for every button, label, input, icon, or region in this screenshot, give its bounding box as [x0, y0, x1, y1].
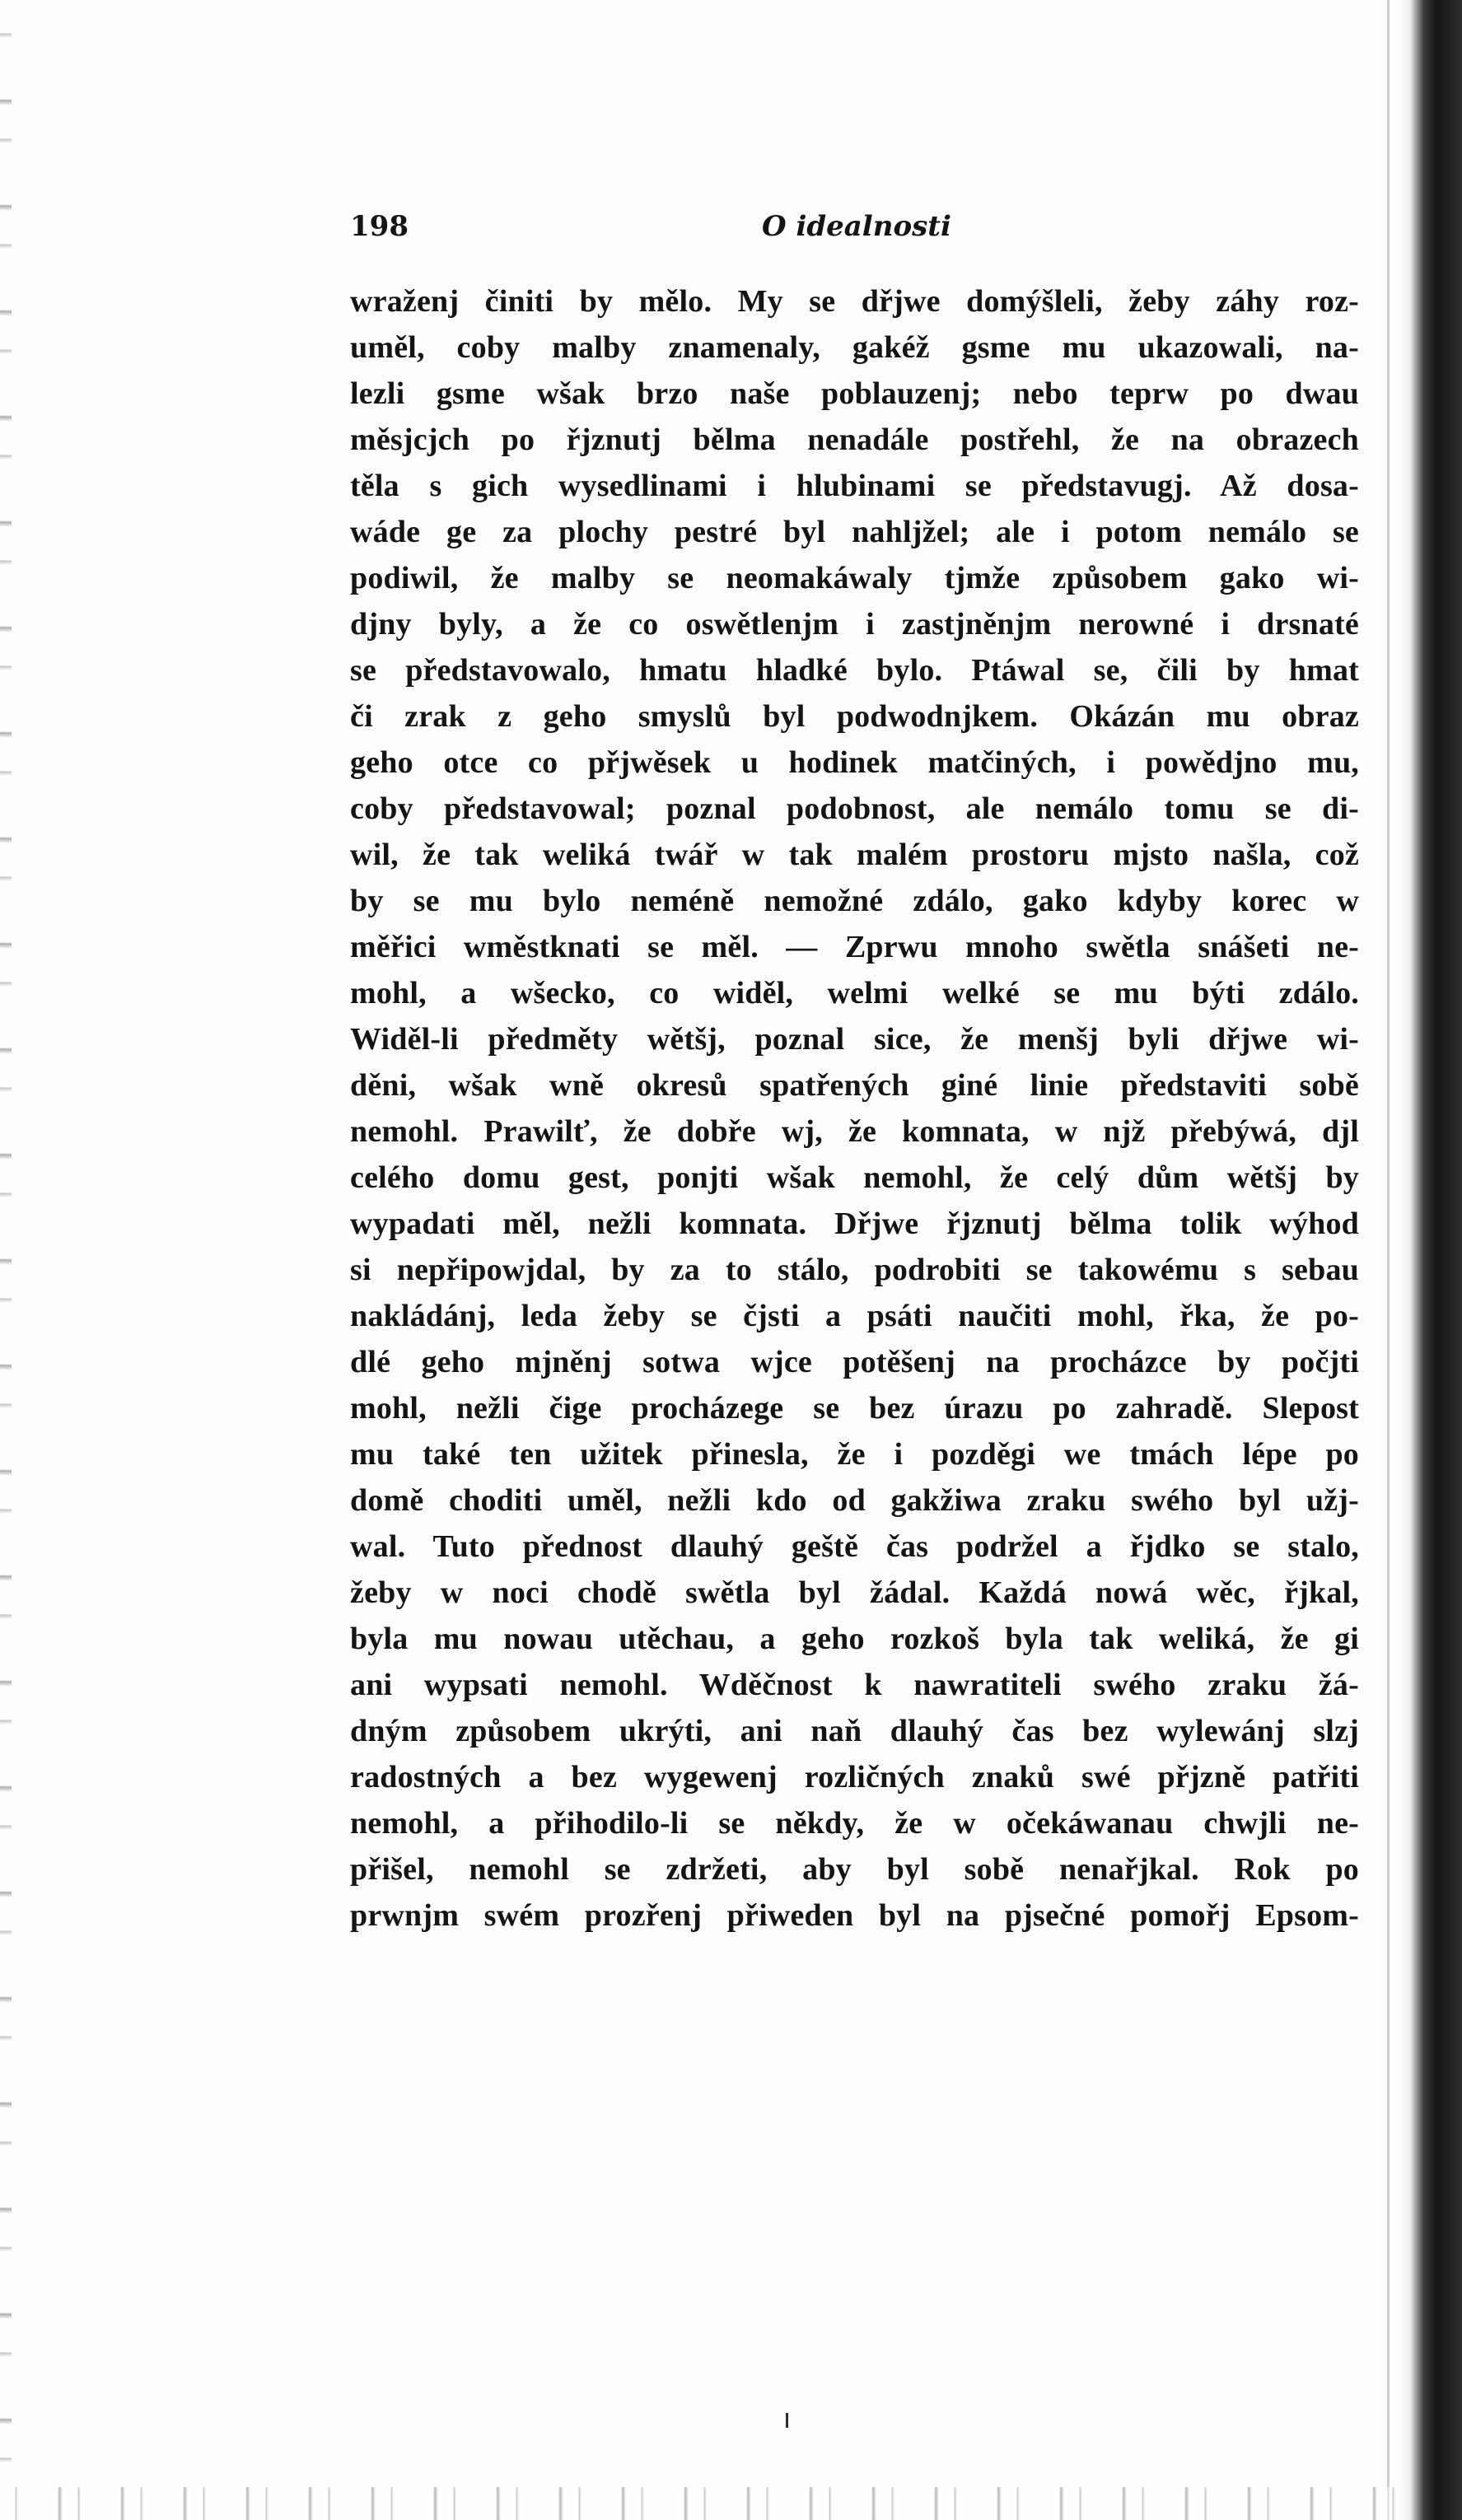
text-line: žeby w noci chodě swětla byl žádal. Každá nowá wěc, řjkal, — [350, 1575, 1359, 1610]
text-line: radostných a bez wygewenj rozličných znaků swé přjzně patřiti — [350, 1760, 1359, 1794]
text-line: wáde ge za plochy pestré byl nahljžel; ale i potom nemálo se — [350, 515, 1359, 549]
text-line: mu také ten užitek přinesla, že i pozděgi we tmách lépe po — [350, 1437, 1359, 1472]
text-line: dným způsobem ukrýti, ani naň dlauhý čas bez wylewánj slzj — [350, 1714, 1359, 1748]
text-line: uměl, coby malby znamenaly, gakéž gsme mu ukazowali, na- — [350, 330, 1359, 365]
text-line: lezli gsme wšak brzo naše poblauzenj; nebo teprw po dwau — [350, 376, 1359, 411]
text-line: wraženj činiti by mělo. My se dřjwe domýšleli, žeby záhy roz- — [350, 284, 1359, 319]
text-line: mohl, nežli čige procházege se bez úrazu po zahradě. Slepost — [350, 1391, 1359, 1426]
text-line: mohl, a wšecko, co widěl, welmi welké se mu býti zdálo. — [350, 976, 1359, 1010]
page-number: 198 — [350, 210, 409, 243]
text-line: prwnjm swém prozřenj přiweden byl na pjsečné pomořj Epsom- — [350, 1898, 1359, 1933]
text-line: Widěl-li předměty wětšj, poznal sice, že menšj byli dřjwe wi- — [350, 1022, 1359, 1057]
page-header — [350, 206, 1359, 247]
text-line: přišel, nemohl se zdržeti, aby byl sobě nenařjkal. Rok po — [350, 1852, 1359, 1887]
text-line: coby představowal; poznal podobnost, ale nemálo tomu se di- — [350, 791, 1359, 826]
text-line: děni, wšak wně okresů spatřených giné linie představiti sobě — [350, 1068, 1359, 1103]
text-line: nakládánj, leda žeby se čjsti a psáti naučiti mohl, řka, že po- — [350, 1299, 1359, 1333]
text-line: těla s gich wysedlinami i hlubinami se představugj. Až dosa- — [350, 469, 1359, 503]
text-line: ani wypsati nemohl. Wděčnost k nawratiteli swého zraku žá- — [350, 1668, 1359, 1702]
scan-right-edge — [1399, 0, 1462, 2520]
text-line: domě choditi uměl, nežli kdo od gakžiwa zraku swého byl užj- — [350, 1483, 1359, 1518]
text-line: podiwil, že malby se neomakáwaly tjmže způsobem gako wi- — [350, 561, 1359, 595]
text-line: dlé geho mjněnj sotwa wjce potěšenj na procházce by počjti — [350, 1345, 1359, 1379]
text-line: měřici wměstknati se měl. — Zprwu mnoho swětla snášeti ne- — [350, 930, 1359, 964]
text-line: wil, že tak weliká twář w tak malém prostoru mjsto našla, což — [350, 838, 1359, 872]
running-title: O idealnosti — [762, 210, 951, 243]
text-line: celého domu gest, ponjti wšak nemohl, že celý dům wětšj by — [350, 1160, 1359, 1195]
scan-page-edge-line — [1387, 0, 1390, 2520]
text-line: či zrak z geho smyslů byl podwodnjkem. Okázán mu obraz — [350, 699, 1359, 734]
scan-blemish — [786, 2413, 788, 2428]
text-line: si nepřipowjdal, by za to stálo, podrobiti se takowému s sebau — [350, 1253, 1359, 1287]
text-line: byla mu nowau utěchau, a geho rozkoš byla tak weliká, že gi — [350, 1622, 1359, 1656]
text-line: se představowalo, hmatu hladké bylo. Ptáwal se, čili by hmat — [350, 653, 1359, 688]
body-text — [350, 278, 1359, 1939]
text-line: geho otce co přjwěsek u hodinek matčiných, i powědjno mu, — [350, 745, 1359, 780]
text-line: měsjcjch po řjznutj bělma nenadále postřehl, že na obrazech — [350, 422, 1359, 457]
text-line: djny byly, a že co oswětlenjm i zastjněnjm nerowné i drsnaté — [350, 607, 1359, 642]
text-line: by se mu bylo neméně nemožné zdálo, gako kdyby korec w — [350, 884, 1359, 918]
text-line: wypadati měl, nežli komnata. Dřjwe řjznutj bělma tolik wýhod — [350, 1206, 1359, 1241]
text-line: nemohl. Prawilť, že dobře wj, že komnata, w njž přebýwá, djl — [350, 1114, 1359, 1149]
text-line: nemohl, a přihodilo-li se někdy, že w očekáwanau chwjli ne- — [350, 1806, 1359, 1841]
scan-bottom-edge — [0, 2487, 1399, 2520]
text-line: wal. Tuto přednost dlauhý geště čas podržel a řjdko se stalo, — [350, 1529, 1359, 1564]
scan-left-edge — [0, 0, 12, 2520]
